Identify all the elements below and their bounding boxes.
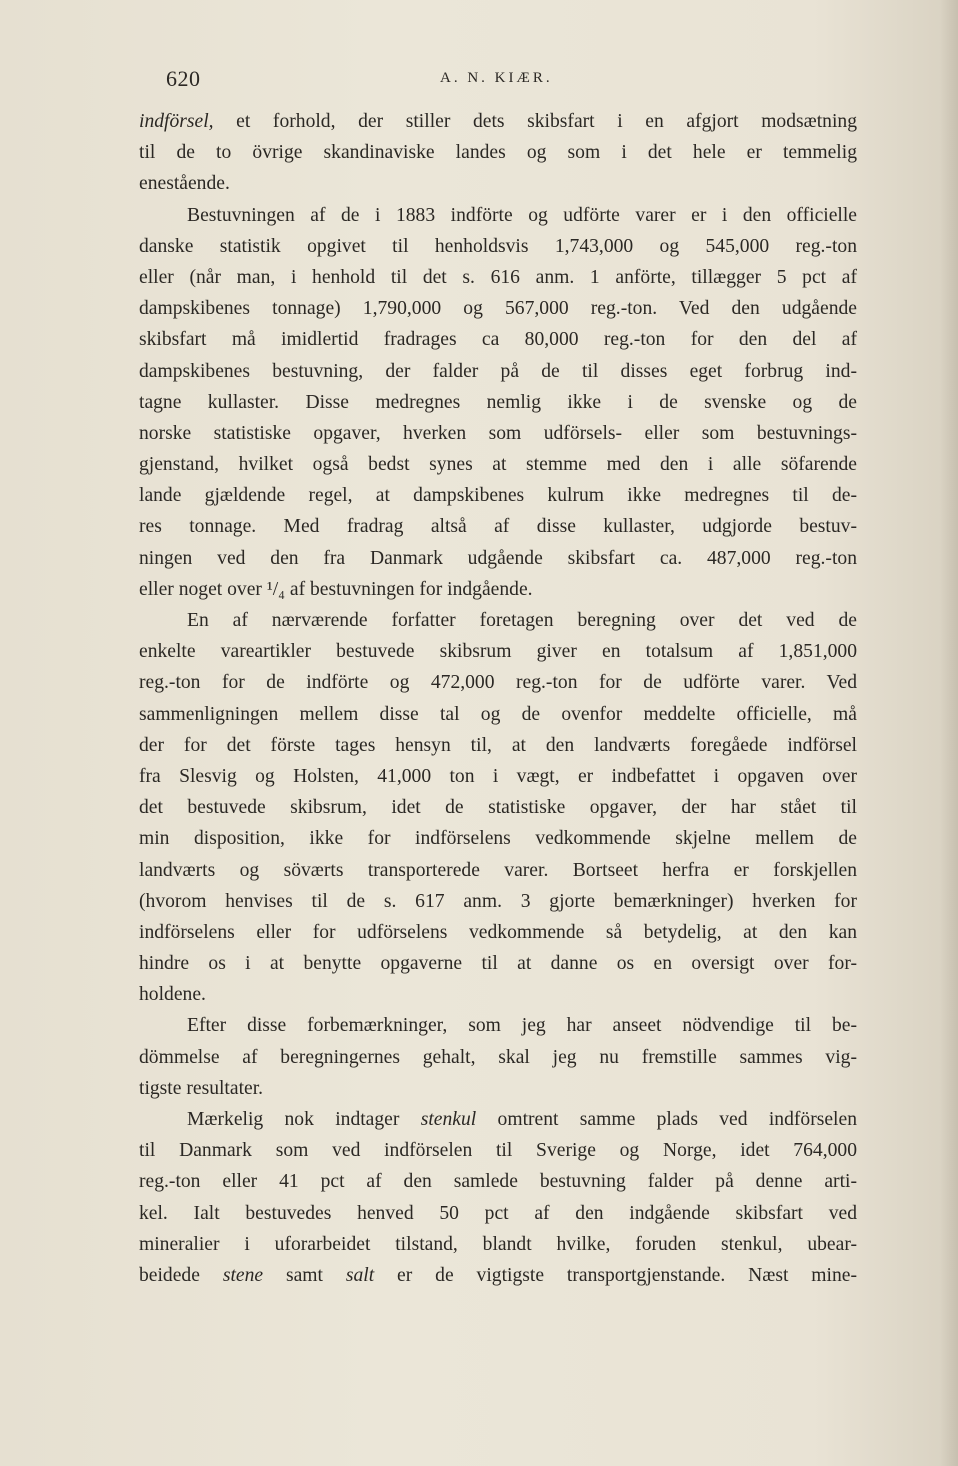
text-segment: lande gjældende regel, at dampskibenes kulrum ikke medregnes til de- bbox=[139, 485, 857, 507]
text-segment: sammenligningen mellem disse tal og de ovenfor meddelte officielle, må bbox=[139, 703, 857, 725]
text-segment: skibsfart må imidlertid fradrages ca 80,000 reg.-ton for den del af bbox=[139, 329, 857, 351]
text-line bbox=[139, 823, 857, 854]
text-segment: dömmelse af beregningernes gehalt, skal jeg nu fremstille sammes vig- bbox=[139, 1046, 857, 1068]
text-line bbox=[139, 1073, 857, 1104]
page-number: 620 bbox=[166, 66, 201, 91]
page-edge-shadow bbox=[940, 0, 958, 1466]
text-segment: reg.-ton for de indförte og 472,000 reg.-ton for de udförte varer. Ved bbox=[139, 672, 857, 694]
text-line bbox=[139, 324, 857, 355]
text-segment: res tonnage. Med fradrag altså af disse kullaster, udgjorde bestuv- bbox=[139, 516, 857, 538]
text-segment: hindre os i at benytte opgaverne til at danne os en oversigt over for- bbox=[139, 953, 857, 975]
text-line bbox=[139, 979, 857, 1010]
text-segment: samt bbox=[263, 1264, 346, 1286]
text-line bbox=[139, 605, 857, 636]
text-segment: Bestuvningen af de i 1883 indförte og udförte varer er i den officielle bbox=[187, 204, 857, 226]
text-segment: enkelte vareartikler bestuvede skibsrum giver en totalsum af 1,851,000 bbox=[139, 641, 857, 663]
text-line bbox=[139, 1260, 857, 1291]
text-segment: (hvorom henvises til de s. 617 anm. 3 gjorte bemærkninger) hverken for bbox=[139, 890, 857, 912]
text-line bbox=[139, 792, 857, 823]
text-line bbox=[139, 948, 857, 979]
text-line bbox=[139, 917, 857, 948]
text-line bbox=[139, 137, 857, 168]
text-segment: det bestuvede skibsrum, idet de statistiske opgaver, der har stået til bbox=[139, 797, 857, 819]
text-line bbox=[139, 574, 857, 605]
text-line bbox=[139, 1135, 857, 1166]
text-line bbox=[139, 855, 857, 886]
text-line bbox=[139, 262, 857, 293]
italic-term: stenkul bbox=[420, 1109, 477, 1130]
text-line bbox=[139, 1042, 857, 1073]
text-segment: En af nærværende forfatter foretagen beregning over det ved de bbox=[187, 610, 857, 631]
page-header bbox=[0, 62, 958, 98]
text-line bbox=[139, 699, 857, 730]
text-line bbox=[139, 231, 857, 262]
text-line bbox=[139, 293, 857, 324]
text-segment: enestående. bbox=[139, 173, 230, 195]
text-segment: til de to övrige skandinaviske landes og som i det hele er temmelig bbox=[139, 142, 857, 164]
text-segment: ningen ved den fra Danmark udgående skibsfart ca. 487,000 reg.-ton bbox=[139, 547, 857, 569]
text-line bbox=[139, 356, 857, 387]
text-segment: Mærkelig nok indtager bbox=[187, 1109, 421, 1130]
text-segment: eller (når man, i henhold til det s. 616 anm. 1 anförte, tillægger 5 pct af bbox=[139, 266, 857, 288]
text-line bbox=[139, 480, 857, 511]
text-line bbox=[139, 1010, 857, 1041]
text-line bbox=[139, 449, 857, 480]
italic-term: indförsel, bbox=[139, 111, 214, 132]
text-segment: holdene. bbox=[139, 984, 206, 1006]
text-segment: min disposition, ikke for indförselens vedkommende skjelne mellem de bbox=[139, 828, 857, 850]
text-segment: gjenstand, hvilket også bedst synes at stemme med den i alle söfarende bbox=[139, 454, 857, 476]
text-segment: reg.-ton eller 41 pct af den samlede bestuvning falder på denne arti- bbox=[139, 1171, 857, 1193]
text-segment: kel. Ialt bestuvedes henved 50 pct af den indgående skibsfart ved bbox=[139, 1202, 857, 1224]
running-head: A. N. KIÆR. bbox=[440, 70, 553, 86]
text-line bbox=[139, 636, 857, 667]
text-segment: mineralier i uforarbeidet tilstand, blandt hvilke, foruden stenkul, ubear- bbox=[139, 1233, 857, 1255]
text-line bbox=[139, 511, 857, 542]
text-line bbox=[139, 1198, 857, 1229]
italic-term: salt bbox=[345, 1264, 375, 1286]
text-segment: dampskibenes bestuvning, der falder på de til disses eget forbrug ind- bbox=[139, 360, 857, 382]
text-line bbox=[139, 1166, 857, 1197]
text-line bbox=[139, 543, 857, 574]
text-line bbox=[139, 200, 857, 231]
text-line bbox=[139, 667, 857, 698]
body-text bbox=[139, 106, 857, 1291]
text-segment: danske statistik opgivet til henholdsvis 1,743,000 og 545,000 reg.-ton bbox=[139, 235, 857, 257]
italic-term: stene bbox=[222, 1264, 264, 1286]
text-segment: indförselens eller for udförselens vedkommende så betydelig, at den kan bbox=[139, 921, 857, 943]
text-segment: tagne kullaster. Disse medregnes nemlig ikke i de svenske og de bbox=[139, 391, 857, 413]
text-line bbox=[139, 1229, 857, 1260]
text-line bbox=[139, 886, 857, 917]
text-segment: der for det förste tages hensyn til, at den landværts foregåede indförsel bbox=[139, 734, 857, 756]
text-segment: norske statistiske opgaver, hverken som udförsels- eller som bestuvnings- bbox=[139, 422, 857, 444]
text-segment: omtrent samme plads ved indförselen bbox=[476, 1109, 857, 1130]
text-segment: dampskibenes tonnage) 1,790,000 og 567,000 reg.-ton. Ved den udgående bbox=[139, 298, 857, 320]
text-segment: eller noget over ¹/₄ af bestuvningen for indgående. bbox=[139, 578, 533, 600]
text-segment: et forhold, der stiller dets skibsfart i en afgjort modsætning bbox=[213, 111, 857, 132]
text-line bbox=[139, 106, 857, 137]
text-line bbox=[139, 387, 857, 418]
text-segment: landværts og söværts transporterede varer. Bortseet herfra er forskjellen bbox=[139, 859, 857, 881]
text-segment: Efter disse forbemærkninger, som jeg har anseet nödvendige til be- bbox=[187, 1015, 857, 1037]
text-line bbox=[139, 730, 857, 761]
text-line bbox=[139, 761, 857, 792]
text-segment: er de vigtigste transportgjenstande. Næst mine- bbox=[374, 1264, 857, 1286]
text-segment: fra Slesvig og Holsten, 41,000 ton i vægt, er indbefattet i opgaven over bbox=[139, 765, 857, 787]
text-line bbox=[139, 168, 857, 199]
text-segment: tigste resultater. bbox=[139, 1077, 264, 1099]
text-segment: til Danmark som ved indförselen til Sverige og Norge, idet 764,000 bbox=[139, 1140, 857, 1162]
text-line bbox=[139, 1104, 857, 1135]
text-line bbox=[139, 418, 857, 449]
text-segment: beidede bbox=[139, 1264, 223, 1286]
